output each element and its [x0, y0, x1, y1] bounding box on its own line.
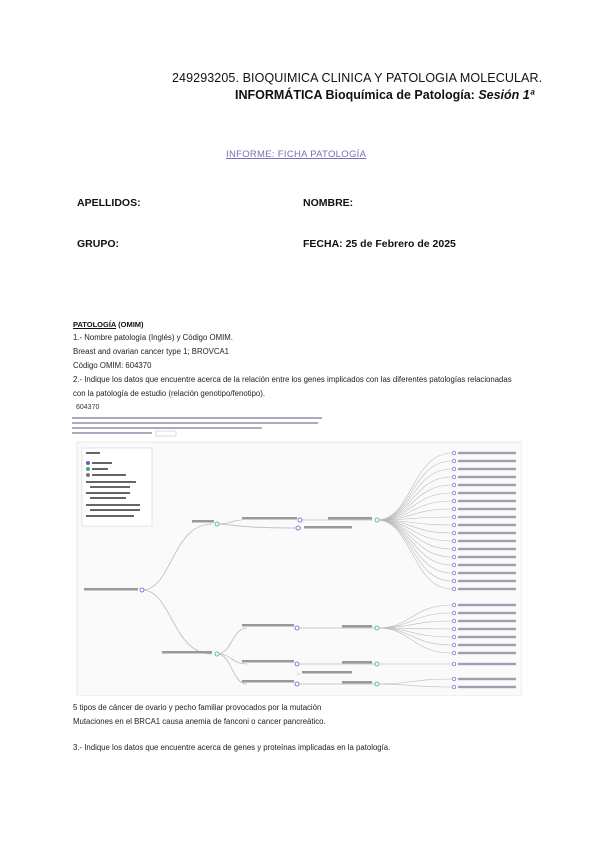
leaf-node [452, 587, 456, 591]
leaf-label [458, 484, 516, 486]
figure-id: 604370 [76, 404, 100, 411]
section-heading-underlined: PATOLOGÍA [73, 320, 117, 329]
leaf-label [458, 476, 516, 478]
leaf-node [452, 451, 456, 455]
leaf-node [452, 507, 456, 511]
leaf-node [452, 523, 456, 527]
answer-1-code: Código OMIM: 604370 [73, 361, 152, 370]
question-2-cont: con la patología de estudio (relación genotipo/fenotipo). [73, 389, 266, 398]
leaf-label [458, 678, 516, 680]
leaf-node [452, 563, 456, 567]
leaf-label [458, 516, 516, 518]
answer-1-name: Breast and ovarian cancer type 1; BROVCA1 [73, 347, 230, 356]
leaf-node [452, 467, 456, 471]
answer-2-line2: Mutaciones en el BRCA1 causa anemia de fanconi o cancer pancreático. [73, 717, 326, 726]
leaf-node [452, 515, 456, 519]
leaf-node [452, 677, 456, 681]
leaf-node [452, 603, 456, 607]
leaf-label [458, 500, 516, 502]
leaf-label [458, 548, 516, 550]
leaf-label [458, 508, 516, 510]
apellidos-label: APELLIDOS: [77, 197, 141, 209]
session-title-bold: INFORMÁTICA Bioquímica de Patología: [235, 88, 475, 102]
leaf-label [458, 636, 516, 638]
question-1: 1.- Nombre patología (Inglés) y Código OMIM. [73, 333, 233, 342]
nombre-label: NOMBRE: [303, 197, 354, 209]
leaf-label [458, 663, 516, 665]
leaf-node [452, 627, 456, 631]
report-link[interactable]: INFORME: FICHA PATOLOGÍA [226, 149, 367, 160]
leaf-label [458, 524, 516, 526]
leaf-node [452, 662, 456, 666]
leaf-label [458, 572, 516, 574]
leaf-node [452, 491, 456, 495]
grupo-label: GRUPO: [77, 238, 119, 250]
leaf-node [452, 635, 456, 639]
leaf-node [452, 579, 456, 583]
leaf-label [458, 628, 516, 630]
leaf-node [452, 499, 456, 503]
leaf-node [452, 483, 456, 487]
question-2: 2.- Indique los datos que encuentre acerca de la relación entre los genes implicados con las diferentes patologías relacionadas [73, 375, 512, 384]
leaf-label [458, 686, 516, 688]
leaf-label [458, 644, 516, 646]
fecha-label: FECHA: 25 de Febrero de 2025 [303, 238, 456, 250]
leaf-label [458, 652, 516, 654]
leaf-label [458, 532, 516, 534]
omim-figure [72, 406, 522, 696]
leaf-node [452, 555, 456, 559]
leaf-node [452, 539, 456, 543]
leaf-label [458, 588, 516, 590]
section-heading-rest: (OMIM) [116, 320, 144, 329]
leaf-label [458, 492, 516, 494]
leaf-node [452, 531, 456, 535]
leaf-label [458, 468, 516, 470]
leaf-label [458, 620, 516, 622]
omim-network-graphic [72, 406, 522, 696]
leaf-label [458, 580, 516, 582]
leaf-node [452, 459, 456, 463]
leaf-node [452, 475, 456, 479]
session-title [235, 88, 534, 102]
leaf-label [458, 604, 516, 606]
session-title-italic: Sesión 1ª [478, 88, 535, 102]
leaf-node [452, 651, 456, 655]
leaf-node [452, 611, 456, 615]
leaf-node [452, 643, 456, 647]
leaf-node [452, 547, 456, 551]
course-title: 249293205. BIOQUIMICA CLINICA Y PATOLOGIA MOLECULAR. [172, 71, 543, 85]
answer-2-line1: 5 tipos de cáncer de ovario y pecho familiar provocados por la mutación [73, 703, 322, 712]
leaf-node [452, 571, 456, 575]
leaf-label [458, 452, 516, 454]
leaf-node [452, 685, 456, 689]
leaf-label [458, 556, 516, 558]
leaf-label [458, 460, 516, 462]
leaf-label [458, 564, 516, 566]
leaf-label [458, 612, 516, 614]
section-heading [73, 320, 144, 329]
question-3: 3.- Indique los datos que encuentre acerca de genes y proteínas implicadas en la patología. [73, 743, 391, 752]
leaf-label [458, 540, 516, 542]
leaf-node [452, 619, 456, 623]
